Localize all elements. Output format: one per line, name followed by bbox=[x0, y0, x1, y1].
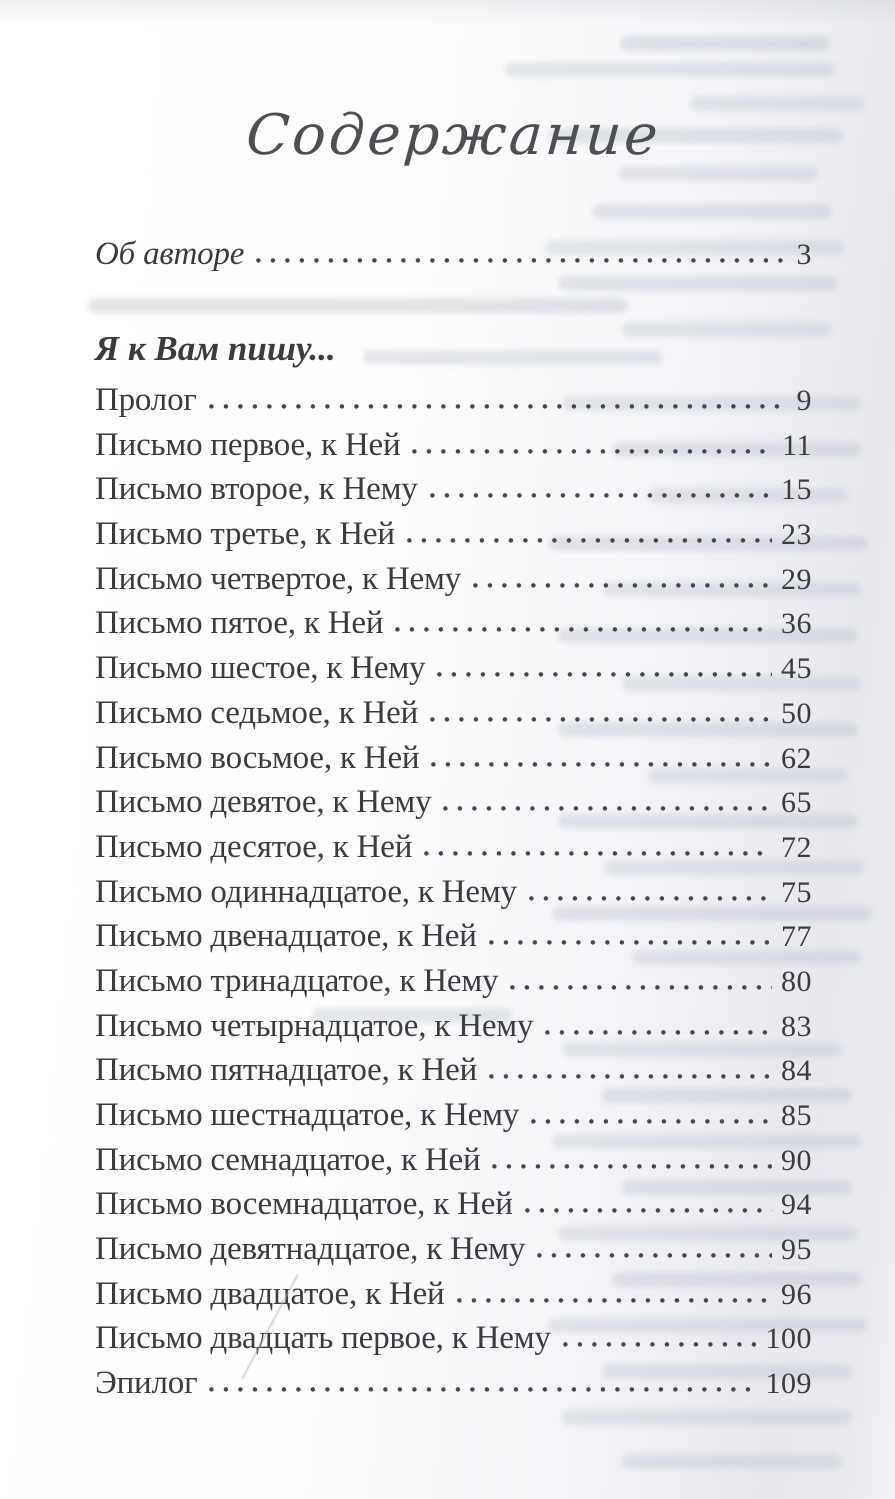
toc-entry-page-number: 45 bbox=[781, 652, 812, 686]
toc-entry bbox=[95, 605, 812, 650]
toc-entry-label: Письмо десятое, к Ней bbox=[95, 828, 413, 865]
section-heading: Я к Вам пишу... bbox=[95, 329, 336, 368]
toc-entry-page-number: 109 bbox=[765, 1367, 812, 1401]
dot-leader bbox=[489, 1073, 772, 1080]
dot-leader bbox=[430, 492, 772, 499]
toc-entry-label: Письмо четвертое, к Нему bbox=[95, 560, 461, 597]
dot-leader bbox=[407, 537, 772, 544]
toc-entry-label: Письмо второе, к Нему bbox=[95, 471, 418, 508]
dot-leader bbox=[525, 1207, 772, 1214]
toc-entry-page-number: 9 bbox=[796, 384, 812, 417]
toc-entry-page-number: 80 bbox=[781, 964, 812, 998]
toc-entry bbox=[95, 963, 812, 1008]
toc-entry-label: Письмо третье, к Ней bbox=[95, 516, 395, 553]
dot-leader bbox=[531, 1118, 772, 1125]
toc-entry bbox=[95, 874, 812, 919]
dot-leader bbox=[412, 448, 773, 455]
toc-entry-page-number: 36 bbox=[781, 607, 812, 641]
dot-leader bbox=[510, 984, 772, 991]
toc-entry-page-number: 90 bbox=[781, 1143, 812, 1177]
toc-entry-page-number: 83 bbox=[781, 1009, 812, 1043]
toc-entry-page-number: 62 bbox=[781, 741, 812, 775]
toc-entry-label: Письмо шестое, к Нему bbox=[95, 650, 426, 687]
toc-entry bbox=[95, 918, 812, 963]
bleedthrough-line bbox=[622, 1454, 842, 1469]
toc-content-column bbox=[0, 86, 895, 1410]
toc-entry-page-number: 94 bbox=[781, 1188, 812, 1222]
toc-entry bbox=[95, 1365, 812, 1410]
toc-entry-page-number: 84 bbox=[781, 1054, 812, 1088]
dot-leader bbox=[395, 626, 772, 633]
toc-entry bbox=[95, 829, 812, 874]
toc-entry-label: Письмо пятнадцатое, к Ней bbox=[95, 1052, 478, 1089]
dot-leader bbox=[431, 761, 772, 768]
toc-entry-page-number: 75 bbox=[781, 875, 812, 909]
toc-entry-label: Пролог bbox=[95, 382, 197, 418]
toc-entry-page-number: 96 bbox=[781, 1277, 812, 1311]
dot-leader bbox=[492, 1163, 772, 1170]
toc-entry bbox=[95, 561, 812, 606]
toc-entry-label: Письмо тринадцатое, к Нему bbox=[95, 962, 499, 999]
toc-entry-page-number: 100 bbox=[765, 1322, 812, 1356]
toc-entry-page-number: 65 bbox=[781, 786, 812, 820]
bleedthrough-line bbox=[505, 62, 835, 77]
toc-entry-label: Письмо седьмое, к Ней bbox=[95, 694, 419, 731]
toc-entry-label: Письмо девятнадцатое, к Нему bbox=[95, 1231, 526, 1268]
dot-leader bbox=[563, 1341, 757, 1348]
toc-entry-page-number: 29 bbox=[781, 562, 812, 596]
toc-entry-page-number: 23 bbox=[781, 518, 812, 552]
dot-leader bbox=[209, 1386, 756, 1393]
toc-entry bbox=[95, 471, 812, 516]
toc-entry bbox=[95, 1276, 812, 1321]
dot-leader bbox=[437, 671, 772, 678]
toc-entry bbox=[95, 1008, 812, 1053]
dot-leader bbox=[489, 939, 772, 946]
toc-entry bbox=[95, 1320, 812, 1365]
toc-entry-page-number: 11 bbox=[782, 428, 812, 462]
toc-entry-about-author bbox=[95, 236, 812, 282]
dot-leader bbox=[424, 850, 772, 857]
toc-entry bbox=[95, 650, 812, 695]
toc-entry-label: Письмо одиннадцатое, к Нему bbox=[95, 873, 517, 910]
toc-entry bbox=[95, 740, 812, 785]
toc-entry-page-number: 95 bbox=[781, 1233, 812, 1267]
toc-entry bbox=[95, 1052, 812, 1097]
toc-entry bbox=[95, 1231, 812, 1276]
toc-entry-list bbox=[95, 382, 812, 1410]
toc-entry-label: Письмо шестнадцатое, к Нему bbox=[95, 1097, 520, 1133]
toc-entry-label: Письмо первое, к Ней bbox=[95, 426, 401, 463]
toc-entry bbox=[95, 427, 812, 472]
toc-entry-label: Письмо девятое, к Нему bbox=[95, 784, 432, 821]
toc-entry bbox=[95, 1186, 812, 1231]
toc-entry-label: Об авторе bbox=[95, 236, 245, 272]
dot-leader bbox=[537, 1252, 772, 1259]
page-title: Содержание bbox=[244, 103, 663, 168]
toc-entry bbox=[95, 1142, 812, 1187]
toc-entry-label: Письмо семнадцатое, к Ней bbox=[95, 1141, 481, 1178]
toc-entry-page-number: 50 bbox=[781, 696, 812, 730]
dot-leader bbox=[209, 403, 788, 410]
toc-entry-label: Письмо двенадцатое, к Ней bbox=[95, 918, 477, 955]
dot-leader bbox=[545, 1029, 772, 1036]
toc-entry-label: Письмо восемнадцатое, к Ней bbox=[95, 1186, 513, 1223]
toc-entry-label: Письмо двадцатое, к Ней bbox=[95, 1275, 445, 1312]
dot-leader bbox=[443, 805, 772, 812]
toc-entry-label: Письмо четырнадцатое, к Нему bbox=[95, 1007, 534, 1044]
toc-entry-label: Письмо пятое, к Ней bbox=[95, 605, 384, 642]
toc-entry-page-number: 72 bbox=[781, 830, 812, 864]
toc-entry bbox=[95, 382, 812, 427]
bleedthrough-line bbox=[562, 1410, 852, 1425]
dot-leader bbox=[529, 895, 772, 902]
bleedthrough-line bbox=[620, 36, 830, 51]
toc-entry-page-number: 3 bbox=[796, 238, 812, 271]
dot-leader bbox=[430, 716, 772, 723]
toc-entry-label: Письмо восьмое, к Ней bbox=[95, 739, 420, 776]
dot-leader bbox=[473, 582, 772, 589]
toc-entry-page-number: 85 bbox=[781, 1099, 812, 1132]
toc-entry bbox=[95, 1097, 812, 1142]
toc-entry-label: Письмо двадцать первое, к Нему bbox=[95, 1320, 551, 1357]
toc-entry-page-number: 77 bbox=[781, 920, 812, 954]
toc-entry bbox=[95, 516, 812, 561]
toc-entry bbox=[95, 695, 812, 740]
toc-entry bbox=[95, 784, 812, 829]
toc-entry-label: Эпилог bbox=[95, 1365, 198, 1402]
dot-leader bbox=[256, 257, 787, 264]
dot-leader bbox=[457, 1297, 772, 1304]
toc-entry-page-number: 15 bbox=[781, 473, 812, 507]
